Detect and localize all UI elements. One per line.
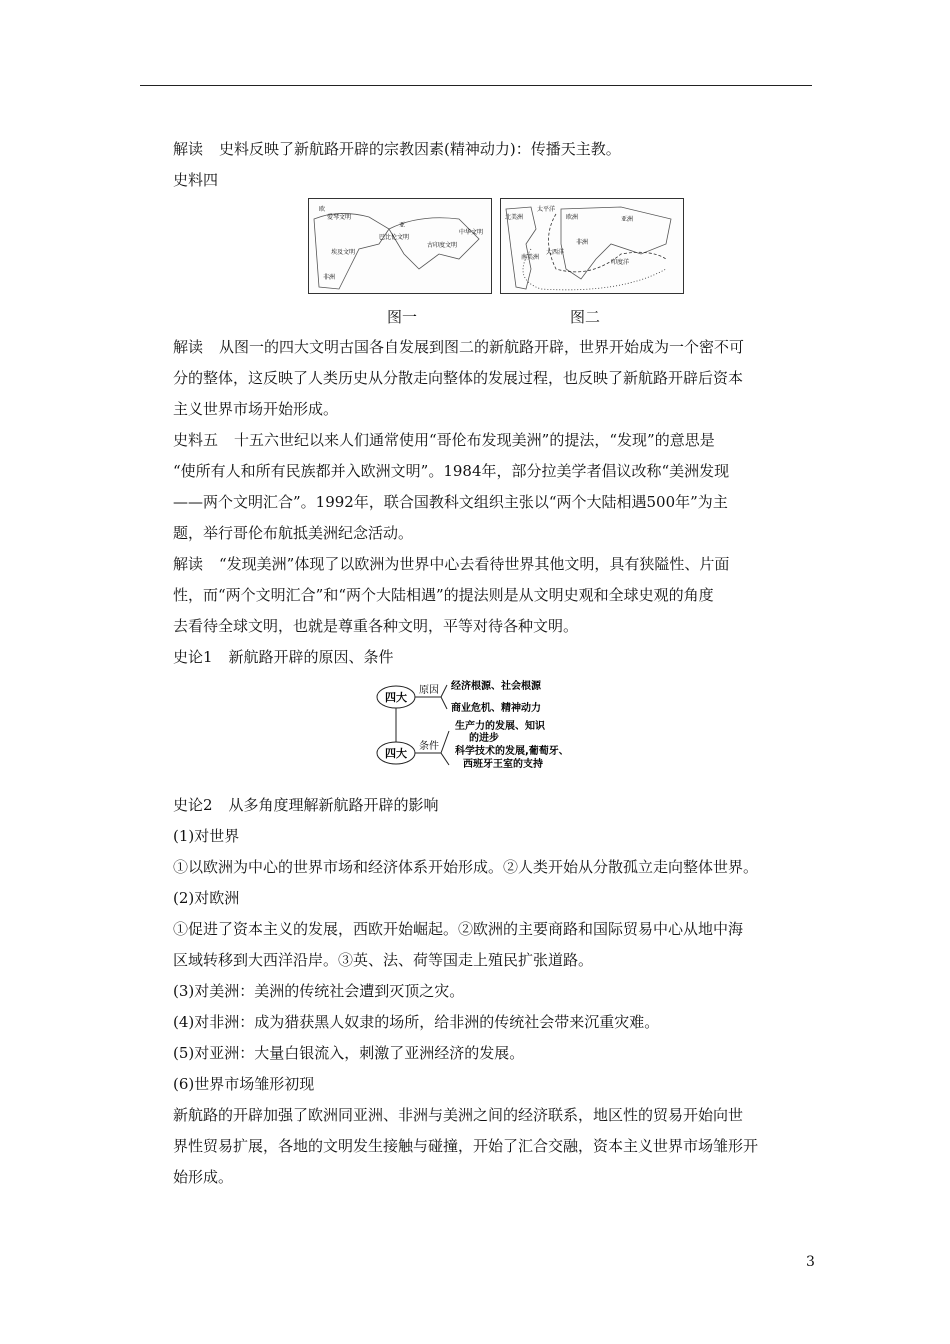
map2-europe: 欧洲 — [566, 214, 579, 221]
map1-aegean: 爱琴文明 — [327, 214, 352, 221]
map1-babylon: 巴比伦文明 — [379, 234, 410, 241]
source-5: 史料五 十五六世纪以来人们通常使用“哥伦布发现美洲”的提法，“发现”的意思是 “使所有人和所有民族都并入欧洲文明”。1984年，部分拉美学者倡议改称“美洲发现 ——两个文明汇合”。1992年，联合国教科文组织主张以“两个大陆相遇500年”为主 题，举行哥伦布航抵美洲纪念活动。 — [173, 431, 730, 542]
caption-figure-1: 图一 — [387, 308, 418, 326]
impact-1-heading: (1)对世界 — [173, 827, 240, 845]
diagram-node-2: 四大 — [385, 747, 407, 760]
header-rule — [140, 85, 812, 86]
map1-africa: 非洲 — [323, 274, 336, 281]
map2-sa: 南美洲 — [521, 254, 540, 261]
map2-na: 北美洲 — [505, 214, 524, 221]
map1-china: 中华文明 — [459, 229, 484, 236]
thesis-2: 史论2 从多角度理解新航路开辟的影响 — [173, 796, 439, 814]
map2-africa: 非洲 — [576, 239, 589, 246]
impact-6-heading: (6)世界市场雏形初现 — [173, 1075, 315, 1093]
map1-asia: 亚 — [399, 222, 406, 229]
map2-asia: 亚洲 — [621, 216, 634, 223]
document-body — [173, 134, 821, 1193]
impact-6-text-2: 界性贸易扩展，各地的文明发生接触与碰撞，开始了汇合交融，资本主义世界市场雏形开 — [173, 1137, 759, 1155]
new-sea-routes-map — [500, 198, 684, 294]
diagram-branch-causes: 原因 — [419, 685, 439, 696]
reading-3: 解读 史料反映了新航路开辟的宗教因素(精神动力)：传播天主教。 — [173, 140, 621, 158]
diagram-item-3b: 的进步 — [469, 733, 499, 744]
diagram-item-3a: 生产力的发展、知识 — [455, 721, 545, 732]
map1-europe: 欧 — [319, 206, 326, 213]
impact-5: (5)对亚洲：大量白银流入，刺激了亚洲经济的发展。 — [173, 1044, 525, 1062]
impact-4: (4)对非洲：成为猎获黑人奴隶的场所，给非洲的传统社会带来沉重灾难。 — [173, 1013, 660, 1031]
reading-5: 解读 “发现美洲”体现了以欧洲为世界中心去看待世界其他文明，具有狭隘性、片面 性，而“两个文明汇合”和“两个大陆相遇”的提法则是从文明史观和全球史观的角度 去看待全球文明，也就是尊重各种文明，平等对待各种文明。 — [173, 555, 730, 635]
diagram-item-4a: 科学技术的发展,葡萄牙、 — [455, 746, 569, 757]
impact-2-text-2: 区域转移到大西洋沿岸。③英、法、荷等国走上殖民扩张道路。 — [173, 951, 594, 969]
reading-4: 解读 从图一的四大文明古国各自发展到图二的新航路开辟，世界开始成为一个密不可 分的整体，这反映了人类历史从分散走向整体的发展过程，也反映了新航路开辟后资本 主义世界市场开始形成。 — [173, 338, 745, 418]
source-4-title: 史料四 — [173, 171, 219, 189]
caption-figure-2: 图二 — [570, 308, 601, 326]
map2-pacific: 太平洋 — [537, 206, 556, 213]
diagram-node-1: 四大 — [385, 691, 407, 704]
impact-6-text-1: 新航路的开辟加强了欧洲同亚洲、非洲与美洲之间的经济联系，地区性的贸易开始向世 — [173, 1106, 744, 1124]
impact-2-text-1: ①促进了资本主义的发展，西欧开始崛起。②欧洲的主要商路和国际贸易中心从地中海 — [173, 920, 744, 938]
impact-6-text-3: 始形成。 — [173, 1168, 234, 1186]
impact-1-text: ①以欧洲为中心的世界市场和经济体系开始形成。②人类开始从分散孤立走向整体世界。 — [173, 858, 759, 876]
diagram-branch-conditions: 条件 — [419, 741, 439, 752]
map-figures — [308, 198, 821, 298]
causes-conditions-diagram — [371, 679, 651, 775]
map-captions — [173, 302, 821, 332]
diagram-item-1: 经济根源、社会根源 — [451, 681, 541, 692]
diagram-item-4b: 西班牙王室的支持 — [463, 759, 543, 770]
map1-egypt: 埃及文明 — [331, 249, 356, 256]
page-number: 3 — [806, 1254, 815, 1270]
map1-india: 古印度文明 — [427, 242, 458, 249]
ancient-civilizations-map — [308, 198, 492, 294]
impact-3: (3)对美洲：美洲的传统社会遭到灭顶之灾。 — [173, 982, 465, 1000]
thesis-1: 史论1 新航路开辟的原因、条件 — [173, 648, 394, 666]
impact-2-heading: (2)对欧洲 — [173, 889, 240, 907]
map2-atlantic: 大西洋 — [546, 249, 565, 256]
map2-indian: 印度洋 — [611, 259, 630, 266]
diagram-item-2: 商业危机、精神动力 — [451, 703, 541, 714]
